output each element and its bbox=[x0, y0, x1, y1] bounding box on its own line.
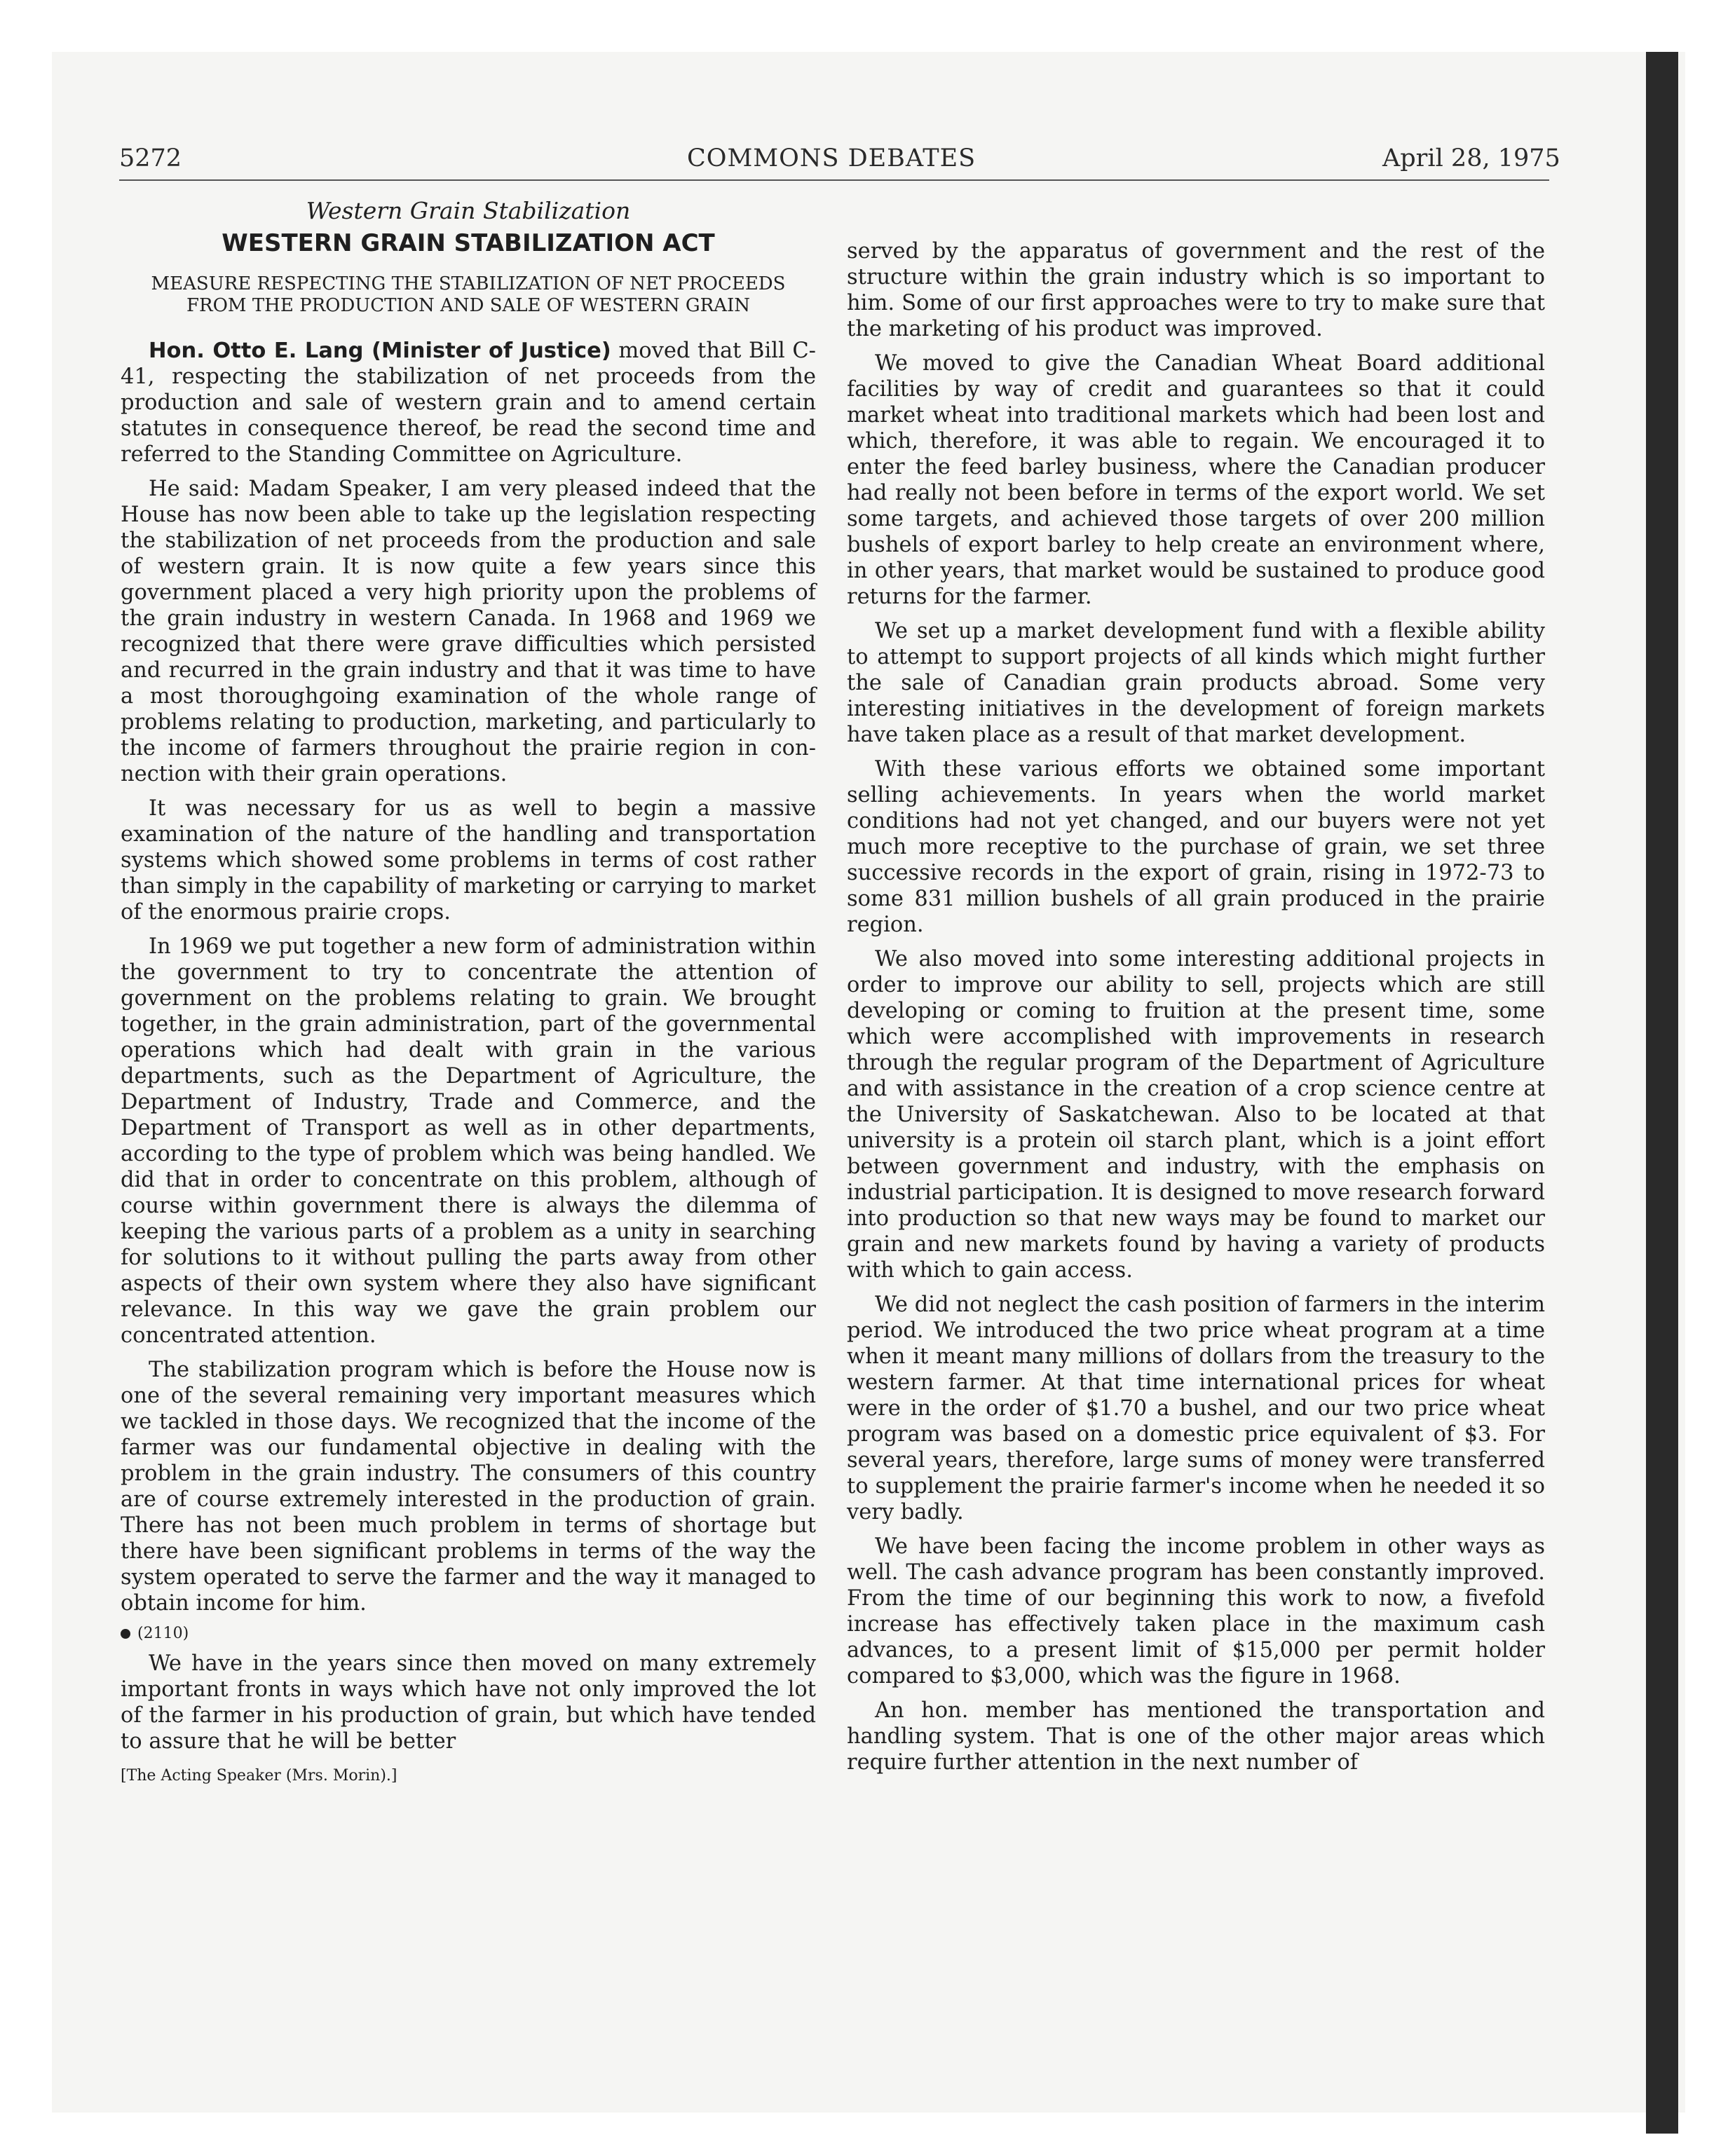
body-paragraph: The stabilization program which is before the House now is one of the several remaining very important measures which we tackled in those days. We recognized that the income of the farmer was our fundamental objective in dealing with the problem in the grain industry. The consumers of this country are of course extremely interested in the production of grain. There has not been much problem in terms of shortage but there have been significant problems in terms of the way the system operated to serve the farmer and the way it managed to obtain income for him. bbox=[121, 1358, 816, 1616]
publication-title: COMMONS DEBATES bbox=[687, 144, 977, 172]
body-paragraph: We moved to give the Canadian Wheat Board additional facilities by way of credit and guarantees so that it could market wheat into traditional markets which had been lost and which, therefore, it was able to regain. We encouraged it to enter the feed barley business, where the Canadian producer had really not been before in terms of the export world. We set some targets, and achieved those targets of over 200 million bushels of export barley to help create an environment where, in other years, that market would be sustained to produce good returns for the farmer. bbox=[847, 351, 1545, 609]
page-number: 5272 bbox=[119, 144, 182, 172]
left-column bbox=[121, 196, 816, 1789]
body-paragraph: With these various efforts we obtained some important selling achievements. In years when the world market conditions had not yet changed, and our buyers were not yet much more receptive to the purchase of grain, we set three successive records in the export of grain, rising in 1972-73 to some 831 million bushels of all grain produced in the prairie region. bbox=[847, 757, 1545, 937]
bullet-icon bbox=[121, 1629, 130, 1639]
body-paragraph: We also moved into some interesting additional projects in order to improve our ability to sell, projects which are still developing or coming to fruition at the present time, some which were accomplished with improvements in research through the regular program of the Department of Agriculture and with assistance in the creation of a crop science centre at the University of Saskatchewan. Also to be located at that university is a protein oil starch plant, which is a joint effort between government and industry, with the emphasis on industrial participation. It is designed to move research forward into production so that new ways may be found to market our grain and new markets found by having a variety of products with which to gain access. bbox=[847, 947, 1545, 1283]
act-subtitle: MEASURE RESPECTING THE STABILIZATION OF NET PROCEEDS FROM THE PRODUCTION AND SALE OF WESTERN GRAIN bbox=[151, 273, 786, 316]
section-heading: Western Grain Stabilization bbox=[306, 197, 631, 224]
body-paragraph: We have in the years since then moved on many extremely important fronts in ways which have not only improved the lot of the farmer in his production of grain, but which have tended to assure that he will be better bbox=[121, 1651, 816, 1754]
presiding-note: [The Acting Speaker (Mrs. Morin).] bbox=[121, 1767, 397, 1785]
time-marker-text: (2110) bbox=[137, 1625, 189, 1642]
header-rule bbox=[119, 179, 1549, 181]
body-paragraph: We did not neglect the cash position of farmers in the interim period. We introduced the two price wheat program at a time when it meant many millions of dollars from the treasury to the western farmer. At that time international prices for wheat were in the order of $1.70 a bushel, and our two price wheat program was based on a domestic price equivalent of $3. For several years, therefore, large sums of money were transferred to supplement the prairie farmer's income when he needed it so very badly. bbox=[847, 1292, 1545, 1524]
body-paragraph: He said: Madam Speaker, I am very pleased indeed that the House has now been able to take up the legislation respecting the stabilization of net proceeds from the production and sale of western grain. It is now quite a few years since this government placed a very high priority upon the problems of the grain industry in western Canada. In 1968 and 1969 we recognized that there were grave difficulties which persisted and recurred in the grain industry and that it was time to have a most thoroughgoing examination of the whole range of problems relating to production, marketing, and particularly to the income of farmers throughout the prairie region in connection with their grain operations. bbox=[121, 477, 816, 786]
scan-edge-bar bbox=[1646, 52, 1678, 2134]
motion-paragraph bbox=[121, 338, 816, 468]
publication-date: April 28, 1975 bbox=[1382, 144, 1560, 172]
body-paragraph: served by the apparatus of government and the rest of the structure within the grain industry which is so important to him. Some of our first approaches were to try to make sure that the marketing of his product was improved. bbox=[847, 239, 1545, 341]
right-column bbox=[847, 238, 1545, 1784]
body-paragraph: It was necessary for us as well to begin a massive examination of the nature of the handling and transportation systems which showed some problems in terms of cost rather than simply in the capability of marketing or carrying to market of the enormous prairie crops. bbox=[121, 796, 816, 925]
body-paragraph: In 1969 we put together a new form of administration within the government to try to concentrate the attention of government on the problems relating to grain. We brought together, in the grain administration, part of the governmental operations which had dealt with grain in the various departments, such as the Department of Agriculture, the Department of Industry, Trade and Commerce, and the Department of Transport as well as in other departments, according to the type of problem which was being handled. We did that in order to concentrate on this problem, although of course within government there is always the dilemma of keeping the various parts of a problem as a unity in searching for solutions to it without pulling the parts away from other aspects of their own system where they also have significant relevance. In this way we gave the grain problem our concentrated attention. bbox=[121, 934, 816, 1348]
body-paragraph: An hon. member has mentioned the transportation and handling system. That is one of the other major areas which require further attention in the next number of bbox=[847, 1698, 1545, 1775]
body-paragraph: We set up a market development fund with a flexible ability to attempt to support projects of all kinds which might further the sale of Canadian grain products abroad. Some very interesting initiatives in the development of foreign markets have taken place as a result of that market development. bbox=[847, 619, 1545, 747]
body-paragraph: We have been facing the income problem in other ways as well. The cash advance program has been constantly improved. From the time of our beginning this work to now, a fivefold increase has effectively taken place in the maximum cash advances, to a present limit of $15,000 per permit holder compared to $3,000, which was the figure in 1968. bbox=[847, 1534, 1545, 1688]
motion-text: moved that Bill C-41, respecting the stabilization of net proceeds from the production and sale of western grain and to amend certain statutes in consequence thereof, be read the second time and referred to the Standing Committee on Agriculture. bbox=[121, 339, 816, 467]
time-marker bbox=[121, 1621, 816, 1646]
speaker-name: Hon. Otto E. Lang (Minister of Justice) bbox=[149, 339, 611, 363]
act-title: WESTERN GRAIN STABILIZATION ACT bbox=[222, 229, 715, 257]
